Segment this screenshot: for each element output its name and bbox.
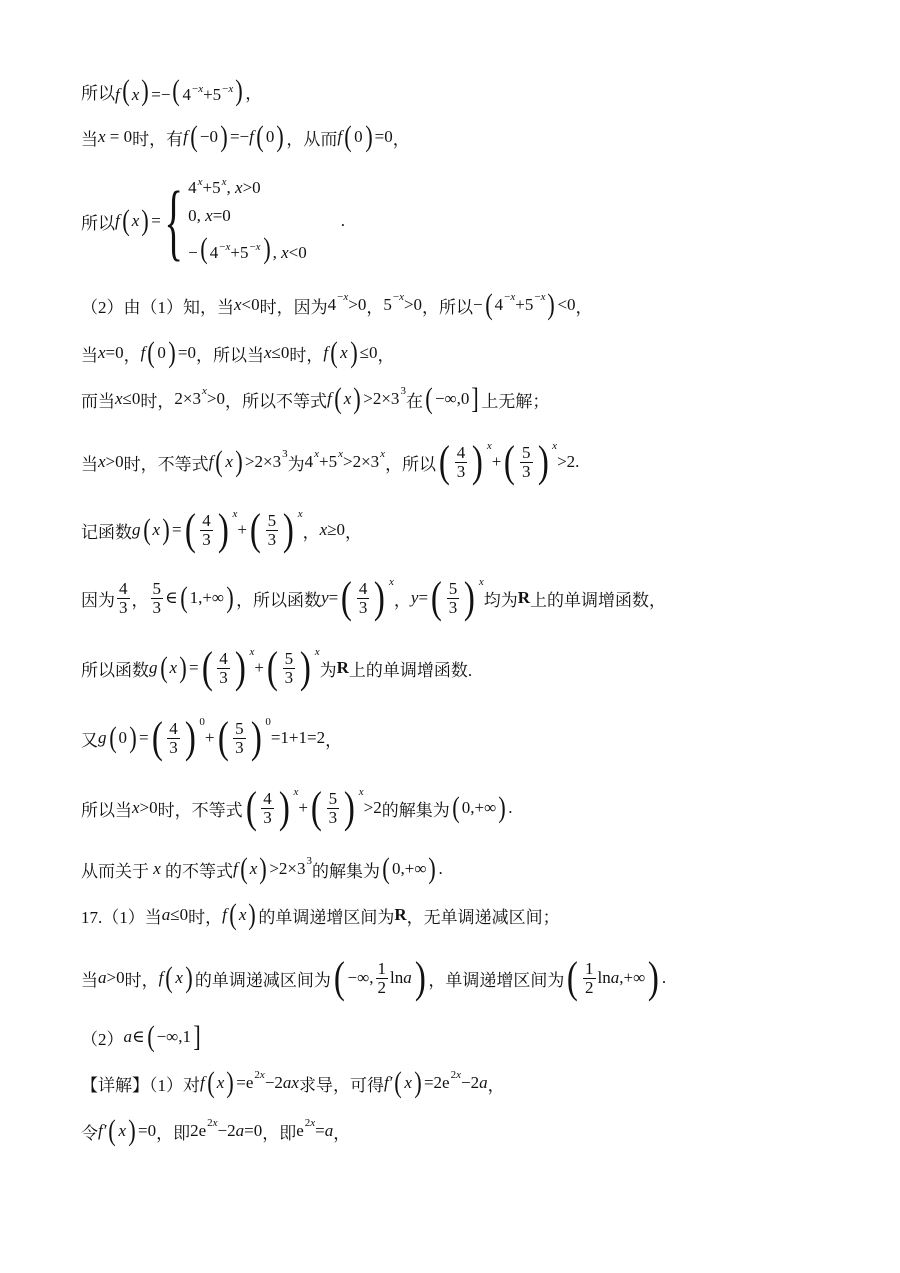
piecewise-cases: $4^x+5^x$, x>0 0, x=0 −( $4^{-x}+5^{-x}$) , x<0: [188, 176, 307, 265]
formula: f( x) =−( $4^{-x}+5^{-x}$): [115, 74, 244, 107]
line-4: （2）由（1）知，当 x <0 时，因为 4 $^{-x}$ >0 ， 5 $^{-x}$ >0 ，所以 − ( 4 $^{-x}$ +5 $^{-x}$ ) <0 ，: [81, 288, 593, 321]
line-2: 当 x = 0 时，有 f ( −0 ) =− f ( 0 ) ，从而 f ( 0 ) =0 ，: [81, 120, 410, 153]
line-7: 当 x >0 时，不等式 f ( x ) >2×3 $^3$ 为 4 $^x$ +5 $^x$ >2×3 $^x$ ，所以 ( $\frac{4}{3}$ ) $^x$ + ( $\frac{5}{3}$ ) $^x$ >2 .: [81, 437, 580, 486]
line-5: 当 x =0 ， f ( 0 ) =0 ，所以当 x ≤0 时， f ( x ) ≤0 ，: [81, 336, 395, 369]
line-10: 所以函数 g ( x ) = ( $\frac{4}{3}$ ) $^x$ + ( $\frac{5}{3}$ ) $^x$ 为 R 上的单调增函数.: [81, 643, 473, 692]
line-11: 又 g ( 0 ) = ( $\frac{4}{3}$ ) $^0$ + ( $\frac{5}{3}$ ) $^0$ =1+1=2 ，: [81, 713, 343, 762]
line-13: 从而关于 x 的不等式 f ( x ) >2×3 $^3$ 的解集为 ( 0,+∞ ) .: [81, 852, 443, 885]
line-16: （2） a ∈ ( −∞,1 ]: [81, 1020, 201, 1053]
line-6: 而当 x ≤0 时， 2×3 $^x$ >0 ，所以不等式 f ( x ) >2×3 $^3$ 在 ( −∞,0 ] 上无解；: [81, 382, 550, 415]
line-1: 所以 f( x) =−( $4^{-x}+5^{-x}$) ，: [81, 74, 263, 107]
line-14: 17.（1）当 a ≤0 时， f ( x ) 的单调递增区间为 R ，无单调递减区间；: [81, 898, 560, 931]
line-3-piecewise: 所以 f ( x ) = { $4^x+5^x$, x>0 0, x=0 −( $4^{-x}+5^{-x}$) , x<0 .: [81, 173, 345, 269]
line-15: 当 a >0 时， f ( x ) 的单调递减区间为 ( −∞, $\frac{1}{2}$ ln a ) ，单调递增区间为 ( $\frac{1}{2}$ ln a ,+∞ ) .: [81, 953, 667, 1002]
line-17: 【详解】（1）对 f ( x ) =e $^{2x}$ −2 ax 求导，可得 f′ ( x ) =2e $^{2x}$ −2 a ，: [81, 1066, 505, 1099]
line-18: 令 f′ ( x ) =0 ，即 2e $^{2x}$ −2 a =0 ，即 e $^{2x}$ = a ，: [81, 1114, 351, 1147]
line-9: 因为 $\frac{4}{3}$ ， $\frac{5}{3}$ ∈ ( 1,+∞ ) ，所以函数 y = ( $\frac{4}{3}$ ) $^x$ ， y = ( $\frac{5}{3}$ ) $^x$ 均为 R 上的单调增函数，: [81, 573, 667, 622]
line-12: 所以当 x >0 时，不等式 ( $\frac{4}{3}$ ) $^x$ + ( $\frac{5}{3}$ ) $^x$ >2 的解集为 ( 0,+∞ ) .: [81, 783, 513, 832]
line-8: 记函数 g ( x ) = ( $\frac{4}{3}$ ) $^x$ + ( $\frac{5}{3}$ ) $^x$ ， x ≥0 ，: [81, 505, 363, 554]
